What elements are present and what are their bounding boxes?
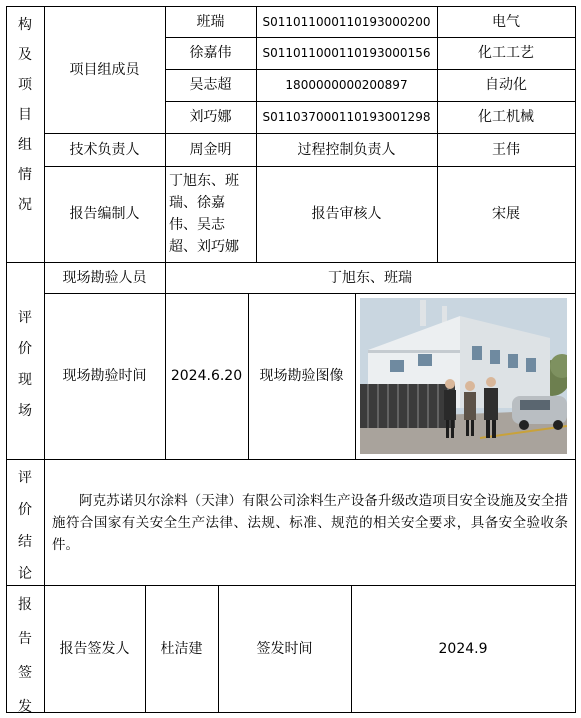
inspection-time-value: 2024.6.20 — [170, 368, 243, 384]
member-major: 化工工艺 — [478, 45, 534, 61]
surveyors-label: 现场勘验人员 — [62, 269, 147, 286]
section-label-evaluation-site: 评 价 现 场 — [18, 310, 32, 419]
section-label-composition: 构 及 项 目 组 情 况 — [18, 17, 32, 213]
surveyors-names: 丁旭东、班瑞 — [328, 269, 412, 286]
inspection-time-label: 现场勘验时间 — [62, 368, 147, 384]
member-cert: 1800000000200897 — [285, 78, 408, 92]
member-cert: S011037000110193001298 — [262, 110, 431, 124]
member-major: 自动化 — [485, 77, 527, 93]
section-label-report-issue: 报 告 签 发 — [18, 597, 32, 715]
section-label-evaluation-conclusion: 评 价 结 论 — [18, 470, 32, 582]
member-name: 刘巧娜 — [189, 109, 232, 125]
reviewer-name: 宋展 — [492, 206, 520, 222]
issuer-name: 杜洁建 — [160, 640, 203, 657]
issuer-label: 报告签发人 — [59, 640, 130, 657]
issue-date-label: 签发时间 — [256, 640, 313, 657]
member-name: 徐嘉伟 — [189, 45, 232, 61]
tech-lead-name: 周金明 — [189, 141, 232, 158]
process-lead-name: 王伟 — [492, 141, 520, 158]
member-cert: S011011000110193000156 — [262, 46, 431, 60]
issue-date-value: 2024.9 — [438, 640, 488, 657]
member-major: 化工机械 — [478, 109, 534, 125]
reviewer-label: 报告审核人 — [311, 206, 382, 222]
member-cert: S011011000110193000200 — [262, 14, 431, 29]
member-name: 吴志超 — [189, 77, 232, 93]
member-major: 电气 — [492, 13, 520, 30]
site-inspection-photo — [360, 298, 567, 454]
team-label: 项目组成员 — [69, 61, 140, 78]
inspection-image-label: 现场勘验图像 — [259, 368, 344, 384]
tech-lead-label: 技术负责人 — [69, 141, 140, 158]
compiler-names: 丁旭东、班瑞、徐嘉伟、吴志超、刘巧娜 — [169, 173, 239, 255]
conclusion-text: 阿克苏诺贝尔涂料（天津）有限公司涂料生产设备升级改造项目安全设施及安全措施符合国家有关安全生产法律、法规、标准、规范的相关安全要求，具备安全验收条件。 — [52, 493, 568, 553]
compiler-label: 报告编制人 — [69, 206, 140, 222]
process-lead-label: 过程控制负责人 — [297, 141, 396, 158]
member-name: 班瑞 — [196, 13, 225, 30]
